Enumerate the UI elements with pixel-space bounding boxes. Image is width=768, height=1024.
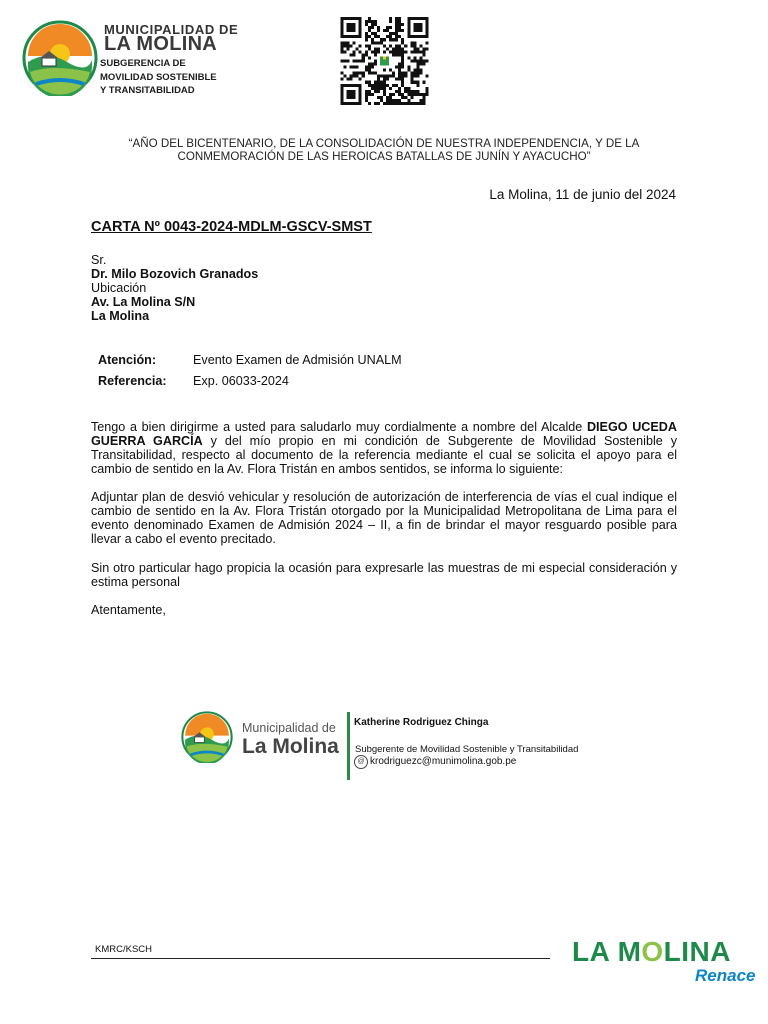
footer-divider — [91, 958, 550, 959]
recipient-salutation: Sr. — [91, 253, 107, 267]
body-paragraph-1 — [91, 420, 677, 476]
p1-text-cont: y del mío propio en mi condición de Subgerente de Movilidad Sostenible y Transitabilidad, respecto al documento de la referencia mediante el cual se solicita el apoyo para el cambio de sentido en la Av. Flora Tristán en ambos sentidos, se informa lo siguiente: — [91, 434, 678, 476]
la-molina-emblem-icon — [181, 711, 233, 763]
signer-email[interactable]: krodriguezc@munimolina.gob.pe — [370, 756, 517, 767]
signature-divider — [347, 712, 350, 780]
logo-sub-line: Y TRANSITABILIDAD — [100, 85, 195, 96]
brand-text-b: LINA — [663, 936, 731, 967]
brand-text-o: O — [641, 936, 664, 967]
body-paragraph-3: Sin otro particular hago propicia la ocasión para expresarle las muestras de mi especial consideración y estima personal — [91, 561, 677, 589]
recipient-location-label: Ubicación — [91, 281, 147, 295]
recipient-block — [91, 253, 258, 323]
logo-sub-line: MOVILIDAD SOSTENIBLE — [100, 71, 217, 83]
logo-subtitle — [100, 57, 240, 98]
qr-code-icon — [338, 17, 431, 105]
signature-muni-big: La Molina — [242, 735, 339, 758]
mayor-name: DIEGO UCEDA GUERRA GARCÍA — [91, 420, 677, 448]
reference-value: Exp. 06033-2024 — [193, 374, 289, 388]
body-paragraph-2: Adjuntar plan de desvió vehicular y resolución de autorización de interferencia de vías el cual indique el cambio de sentido en la Av. Flora Tristán otorgado por la Municipalidad Metropolitana de Lima para el evento denominado Examen de Admisión 2024 – II, a fin de brindar el mayor resguardo posible para llevar a cabo el evento precitado. — [91, 490, 677, 546]
closing: Atentamente, — [91, 603, 166, 617]
reference-key: Referencia: — [98, 374, 167, 388]
letter-date: La Molina, 11 de junio del 2024 — [489, 187, 676, 202]
p1-text: Tengo a bien dirigirme a usted para saludarlo muy cordialmente a nombre del Alcalde — [91, 420, 587, 434]
year-motto-line: “AÑO DEL BICENTENARIO, DE LA CONSOLIDACIÓN DE NUESTRA INDEPENDENCIA, Y DE LA — [128, 137, 640, 150]
footer-initials: KMRC/KSCH — [95, 944, 153, 955]
reference-row — [98, 353, 402, 374]
signature-muni-small: Municipalidad de — [242, 721, 336, 735]
recipient-name: Dr. Milo Bozovich Granados — [91, 267, 259, 281]
recipient-city: La Molina — [91, 309, 150, 323]
logo-line1: MUNICIPALIDAD DE — [104, 22, 239, 37]
letter-number: CARTA Nº 0043-2024-MDLM-GSCV-SMST — [91, 219, 372, 235]
brand-text-a: LA M — [572, 936, 642, 967]
brand-tagline: Renace — [695, 966, 756, 985]
reference-block — [98, 353, 402, 395]
recipient-address: Av. La Molina S/N — [91, 295, 196, 309]
email-icon: @ — [354, 755, 368, 769]
year-motto-line: CONMEMORACIÓN DE LAS HEROICAS BATALLAS DE JUNÍN Y AYACUCHO” — [177, 150, 591, 163]
la-molina-emblem-icon — [22, 20, 98, 96]
logo-line2: LA MOLINA — [104, 33, 218, 55]
year-motto — [100, 137, 668, 163]
logo-sub-line: SUBGERENCIA DE — [100, 58, 186, 69]
reference-key: Atención: — [98, 353, 157, 367]
brand-logo-text — [572, 936, 731, 968]
signer-name: Katherine Rodriguez Chinga — [354, 717, 489, 728]
reference-value: Evento Examen de Admisión UNALM — [193, 353, 402, 367]
reference-row — [98, 374, 402, 395]
signer-role: Subgerente de Movilidad Sostenible y Transitabilidad — [355, 744, 579, 755]
